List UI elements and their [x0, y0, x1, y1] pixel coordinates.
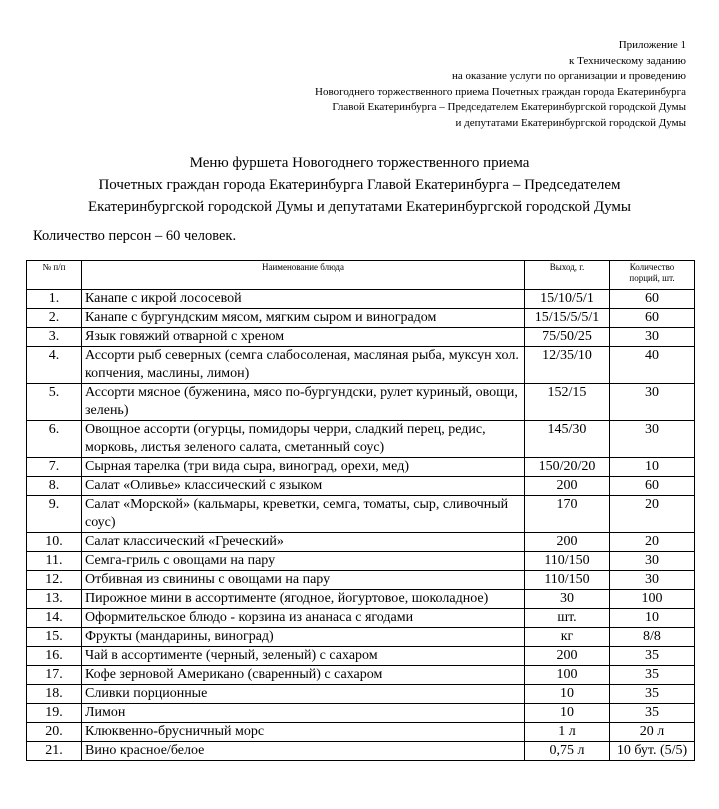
table-row	[27, 347, 695, 384]
dish-yield: 200	[525, 533, 610, 552]
dish-name: Отбивная из свинины с овощами на пару	[82, 571, 525, 590]
table-row	[27, 666, 695, 685]
dish-number: 2.	[27, 309, 82, 328]
table-row	[27, 704, 695, 723]
dish-portions: 100	[610, 590, 695, 609]
dish-portions: 60	[610, 309, 695, 328]
table-row	[27, 552, 695, 571]
dish-name: Клюквенно-брусничный морс	[82, 723, 525, 742]
table-header-row	[27, 261, 695, 290]
dish-name: Фрукты (мандарины, виноград)	[82, 628, 525, 647]
dish-yield: 75/50/25	[525, 328, 610, 347]
dish-portions: 10	[610, 609, 695, 628]
table-row	[27, 628, 695, 647]
table-row	[27, 742, 695, 761]
table-row	[27, 477, 695, 496]
header-portions	[610, 261, 695, 290]
dish-yield: 200	[525, 647, 610, 666]
dish-number: 17.	[27, 666, 82, 685]
dish-name: Салат классический «Греческий»	[82, 533, 525, 552]
dish-name: Овощное ассорти (огурцы, помидоры черри, сладкий перец, редис, морковь, листья зеленого салата, сметанный соус)	[82, 421, 525, 458]
dish-number: 14.	[27, 609, 82, 628]
dish-yield: 15/10/5/1	[525, 290, 610, 309]
dish-name: Канапе с икрой лососевой	[82, 290, 525, 309]
table-row	[27, 609, 695, 628]
dish-yield: 110/150	[525, 571, 610, 590]
dish-number: 21.	[27, 742, 82, 761]
dish-yield: 1 л	[525, 723, 610, 742]
table-row	[27, 328, 695, 347]
dish-yield: кг	[525, 628, 610, 647]
dish-name: Кофе зерновой Американо (сваренный) с сахаром	[82, 666, 525, 685]
dish-portions: 30	[610, 328, 695, 347]
dish-number: 9.	[27, 496, 82, 533]
table-row	[27, 421, 695, 458]
appendix-line: Главой Екатеринбурга – Председателем Екатеринбургской городской Думы	[332, 101, 686, 113]
dish-portions: 35	[610, 647, 695, 666]
dish-name: Лимон	[82, 704, 525, 723]
dish-portions: 60	[610, 477, 695, 496]
table-row	[27, 647, 695, 666]
persons-count: Количество персон – 60 человек.	[33, 228, 237, 244]
header-portions-line1: Количество	[629, 262, 675, 272]
appendix-line: и депутатами Екатеринбургской городской Думы	[455, 116, 686, 129]
table-row	[27, 571, 695, 590]
dish-yield: 15/15/5/5/1	[525, 309, 610, 328]
dish-yield: 10	[525, 685, 610, 704]
dish-number: 8.	[27, 477, 82, 496]
dish-number: 5.	[27, 384, 82, 421]
dish-portions: 20	[610, 533, 695, 552]
dish-portions: 20	[610, 496, 695, 533]
table-row	[27, 290, 695, 309]
dish-number: 3.	[27, 328, 82, 347]
dish-portions: 30	[610, 552, 695, 571]
dish-name: Сливки порционные	[82, 685, 525, 704]
dish-portions: 35	[610, 666, 695, 685]
dish-number: 15.	[27, 628, 82, 647]
header-yield: Выход, г.	[525, 261, 610, 290]
appendix-line: к Техническому заданию	[569, 54, 686, 67]
table-row	[27, 723, 695, 742]
table-row	[27, 533, 695, 552]
dish-yield: 30	[525, 590, 610, 609]
dish-name: Чай в ассортименте (черный, зеленый) с сахаром	[82, 647, 525, 666]
dish-yield: 0,75 л	[525, 742, 610, 761]
header-num: № п/п	[27, 261, 82, 290]
table-row	[27, 458, 695, 477]
dish-yield: 152/15	[525, 384, 610, 421]
dish-yield: 100	[525, 666, 610, 685]
header-portions-line2: порций, шт.	[629, 273, 675, 283]
table-row	[27, 685, 695, 704]
dish-yield: 10	[525, 704, 610, 723]
dish-number: 1.	[27, 290, 82, 309]
dish-portions: 20 л	[610, 723, 695, 742]
header-name: Наименование блюда	[82, 261, 525, 290]
dish-name: Канапе с бургундским мясом, мягким сыром и виноградом	[82, 309, 525, 328]
dish-number: 13.	[27, 590, 82, 609]
appendix-line: Новогоднего торжественного приема Почетных граждан города Екатеринбурга	[315, 85, 686, 98]
title-line: Екатеринбургской городской Думы и депутатами Екатеринбургской городской Думы	[88, 199, 631, 215]
dish-number: 19.	[27, 704, 82, 723]
dish-name: Семга-гриль с овощами на пару	[82, 552, 525, 571]
dish-portions: 35	[610, 685, 695, 704]
dish-portions: 30	[610, 421, 695, 458]
dish-yield: шт.	[525, 609, 610, 628]
appendix-header	[315, 38, 686, 131]
dish-portions: 30	[610, 384, 695, 421]
dish-portions: 8/8	[610, 628, 695, 647]
dish-portions: 30	[610, 571, 695, 590]
dish-yield: 150/20/20	[525, 458, 610, 477]
dish-yield: 12/35/10	[525, 347, 610, 384]
table-row	[27, 384, 695, 421]
dish-number: 10.	[27, 533, 82, 552]
dish-portions: 60	[610, 290, 695, 309]
dish-name: Ассорти мясное (буженина, мясо по-бургундски, рулет куриный, овощи, зелень)	[82, 384, 525, 421]
title-line: Меню фуршета Новогоднего торжественного приема	[189, 155, 530, 171]
dish-number: 20.	[27, 723, 82, 742]
dish-yield: 110/150	[525, 552, 610, 571]
table-row	[27, 309, 695, 328]
dish-portions: 40	[610, 347, 695, 384]
dish-yield: 200	[525, 477, 610, 496]
menu-table	[26, 260, 695, 761]
dish-name: Вино красное/белое	[82, 742, 525, 761]
dish-portions: 10	[610, 458, 695, 477]
dish-portions: 35	[610, 704, 695, 723]
appendix-line: на оказание услуги по организации и проведению	[451, 70, 686, 82]
menu-table-body	[27, 290, 695, 761]
dish-number: 16.	[27, 647, 82, 666]
dish-number: 7.	[27, 458, 82, 477]
dish-name: Сырная тарелка (три вида сыра, виноград, орехи, мед)	[82, 458, 525, 477]
dish-name: Салат «Оливье» классический с языком	[82, 477, 525, 496]
dish-name: Салат «Морской» (кальмары, креветки, семга, томаты, сыр, сливочный соус)	[82, 496, 525, 533]
dish-number: 18.	[27, 685, 82, 704]
title-line: Почетных граждан города Екатеринбурга Главой Екатеринбурга – Председателем	[98, 177, 621, 193]
dish-number: 11.	[27, 552, 82, 571]
dish-name: Оформительское блюдо - корзина из ананаса с ягодами	[82, 609, 525, 628]
table-row	[27, 590, 695, 609]
dish-yield: 170	[525, 496, 610, 533]
dish-number: 12.	[27, 571, 82, 590]
dish-portions: 10 бут. (5/5)	[610, 742, 695, 761]
appendix-line: Приложение 1	[618, 39, 686, 51]
dish-name: Ассорти рыб северных (семга слабосоленая, масляная рыба, муксун хол. копчения, маслины, лимон)	[82, 347, 525, 384]
dish-name: Язык говяжий отварной с хреном	[82, 328, 525, 347]
dish-number: 6.	[27, 421, 82, 458]
menu-title	[0, 152, 719, 218]
table-row	[27, 496, 695, 533]
dish-name: Пирожное мини в ассортименте (ягодное, йогуртовое, шоколадное)	[82, 590, 525, 609]
dish-number: 4.	[27, 347, 82, 384]
dish-yield: 145/30	[525, 421, 610, 458]
